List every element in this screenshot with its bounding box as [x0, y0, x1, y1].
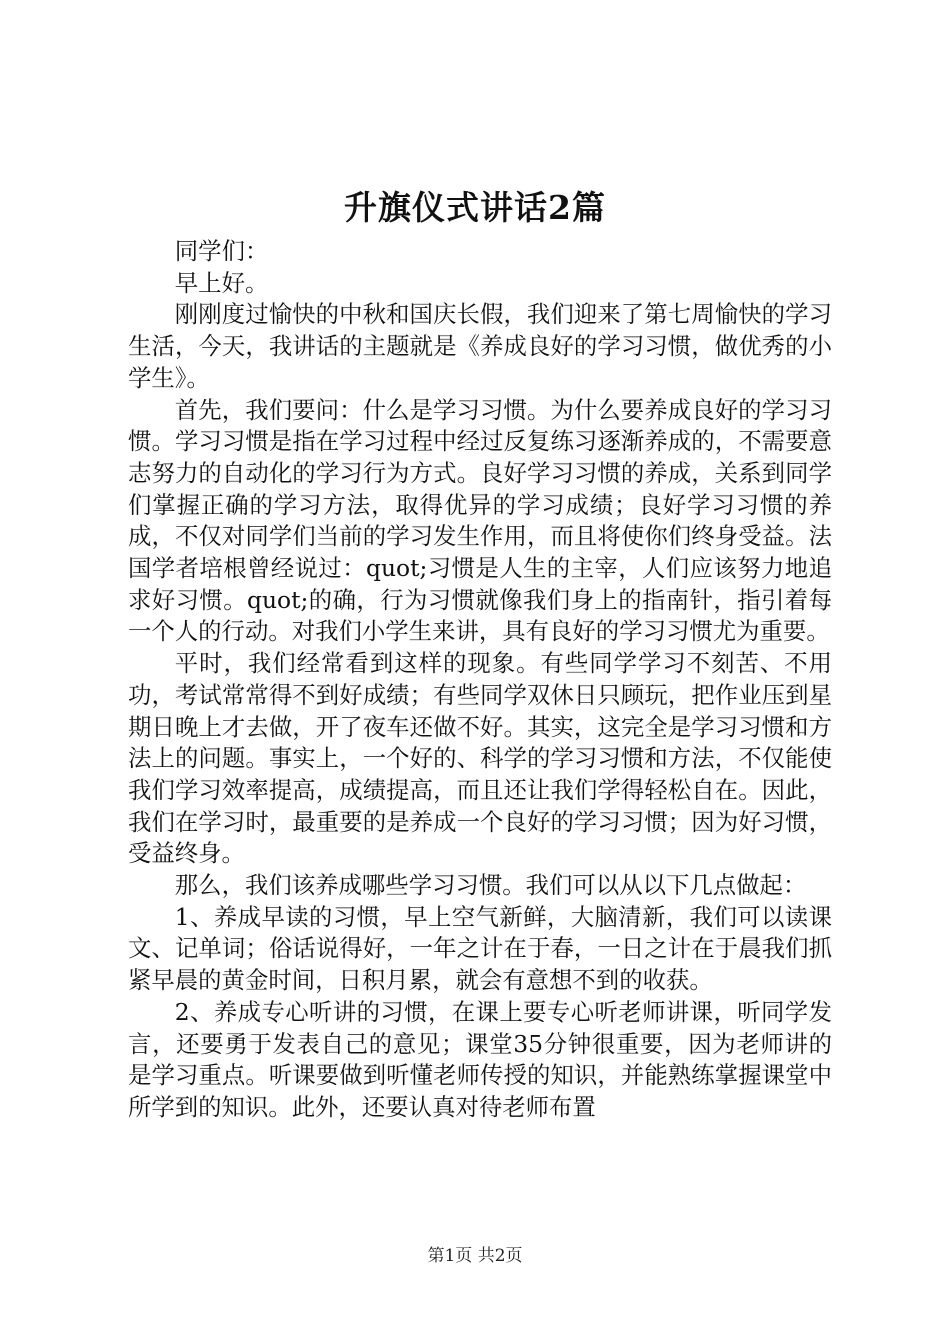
document-body — [128, 236, 832, 1124]
paragraph-item-1: 1、养成早读的习惯，早上空气新鲜，大脑清新，我们可以读课文、记单词；俗话说得好，一年之计在于春，一日之计在于晨我们抓紧早晨的黄金时间，日积月累，就会有意想不到的收获。 — [128, 902, 832, 995]
paragraph-item-2: 2、养成专心听讲的习惯，在课上要专心听老师讲课，听同学发言，还要勇于发表自己的意见；课堂35分钟很重要，因为老师讲的是学习重点。听课要做到听懂老师传授的知识，并能熟练掌握课堂中所学到的知识。此外，还要认真对待老师布置 — [128, 997, 832, 1121]
document-title: 升旗仪式讲话2篇 — [344, 188, 606, 227]
paragraph-what-is-habit: 首先，我们要问：什么是学习习惯。为什么要养成良好的学习习惯。学习习惯是指在学习过程中经过反复练习逐渐养成的，不需要意志努力的自动化的学习行为方式。良好学习习惯的养成，关系到同学们掌握正确的学习方法，取得优异的学习成绩；良好学习习惯的养成，不仅对同学们当前的学习发生作用，而且将使你们终身受益。法国学者培根曾经说过：quot;习惯是人生的主宰，人们应该努力地追求好习惯。quot;的确，行为习惯就像我们身上的指南针，指引着每一个人的行动。对我们小学生来讲，具有良好的学习习惯尤为重要。 — [128, 395, 832, 646]
paragraph-greeting: 同学们： — [174, 237, 269, 265]
paragraph-phenomenon: 平时，我们经常看到这样的现象。有些同学学习不刻苦、不用功，考试常常得不到好成绩；有些同学双休日只顾玩，把作业压到星期日晚上才去做，开了夜车还做不好。其实，这完全是学习习惯和方法上的问题。事实上，一个好的、科学的学习习惯和方法，不仅能使我们学习效率提高，成绩提高，而且还让我们学得轻松自在。因此，我们在学习时，最重要的是养成一个良好的学习习惯；因为好习惯，受益终身。 — [128, 649, 832, 868]
paragraph-which-habits: 那么，我们该养成哪些学习习惯。我们可以从以下几点做起： — [174, 871, 807, 900]
paragraph-good-morning: 早上好。 — [174, 268, 269, 297]
paragraph-intro: 刚刚度过愉快的中秋和国庆长假，我们迎来了第七周愉快的学习生活，今天，我讲话的主题就是《养成良好的学习习惯，做优秀的小学生》。 — [128, 300, 832, 392]
page-footer: 第1页 共2页 — [427, 1246, 523, 1266]
